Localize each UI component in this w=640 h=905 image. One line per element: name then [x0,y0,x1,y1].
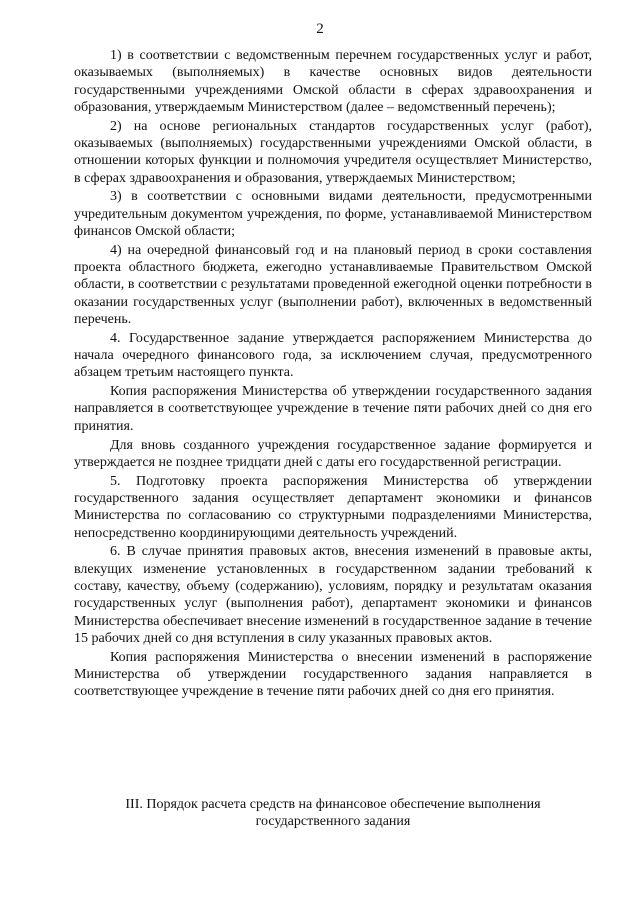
section-heading-line: III. Порядок расчета средств на финансовое обеспечение выполнения [125,797,541,812]
section-heading [60,796,606,831]
paragraph: 1) в соответствии с ведомственным перечнем государственных услуг и работ, оказываемых (выполняемых) в качестве основных видов деятельности государственными учреждениями Омской области в сферах здравоохранения и образования, утверждаемым Министерством (далее – ведомственный перечень); [74,48,592,115]
paragraph: Копия распоряжения Министерства о внесении изменений в распоряжение Министерства об утверждении государственного задания направляется в соответствующее учреждение в течение пяти рабочих дней со дня его принятия. [74,649,592,700]
paragraph: 4. Государственное задание утверждается распоряжением Министерства до начала очередного финансового года, за исключением случая, предусмотренного абзацем третьим настоящего пункта. [74,330,592,381]
paragraph: 6. В случае принятия правовых актов, внесения изменений в правовые акты, влекущих изменение установленных в государственном задании требований к составу, качеству, объему (содержанию), условиям, порядку и результатам оказания государственных услуг (выполнения работ), департамент экономики и финансов Министерства обеспечивает внесение изменений в государственное задание в течение 15 рабочих дней со дня вступления в силу указанных правовых актов. [74,544,592,646]
paragraph: 4) на очередной финансовый год и на плановый период в сроки составления проекта областного бюджета, ежегодно устанавливаемые Правительством Омской области, в соответствии с результатами проведенной ежегодной оценки потребности в оказании государственных услуг (выполнении работ), включенных в ведомственный перечень. [74,242,592,327]
paragraph: 3) в соответствии с основными видами деятельности, предусмотренными учредительным документом учреждения, по форме, устанавливаемой Министерством финансов Омской области; [74,189,592,239]
paragraph: Для вновь созданного учреждения государственное задание формируется и утверждается не позднее тридцати дней с даты его государственной регистрации. [74,437,592,470]
paragraph: Копия распоряжения Министерства об утверждении государственного задания направляется в соответствующее учреждение в течение пяти рабочих дней со дня его принятия. [74,384,592,434]
document-body [74,47,592,702]
page-number: 2 [316,21,324,37]
section-heading-line: государственного задания [255,814,411,830]
paragraph: 5. Подготовку проекта распоряжения Министерства об утверждении государственного задания осуществляет департамент экономики и финансов Министерства по согласованию со структурными подразделениями Министерства, непосредственно координирующими деятельность учреждений. [74,473,592,541]
paragraph: 2) на основе региональных стандартов государственных услуг (работ), оказываемых (выполняемых) государственными учреждениями Омской области, в отношении которых функции и полномочия учредителя осуществляет Министерство, в сферах здравоохранения и образования, утверждаемых Министерством; [74,118,592,186]
